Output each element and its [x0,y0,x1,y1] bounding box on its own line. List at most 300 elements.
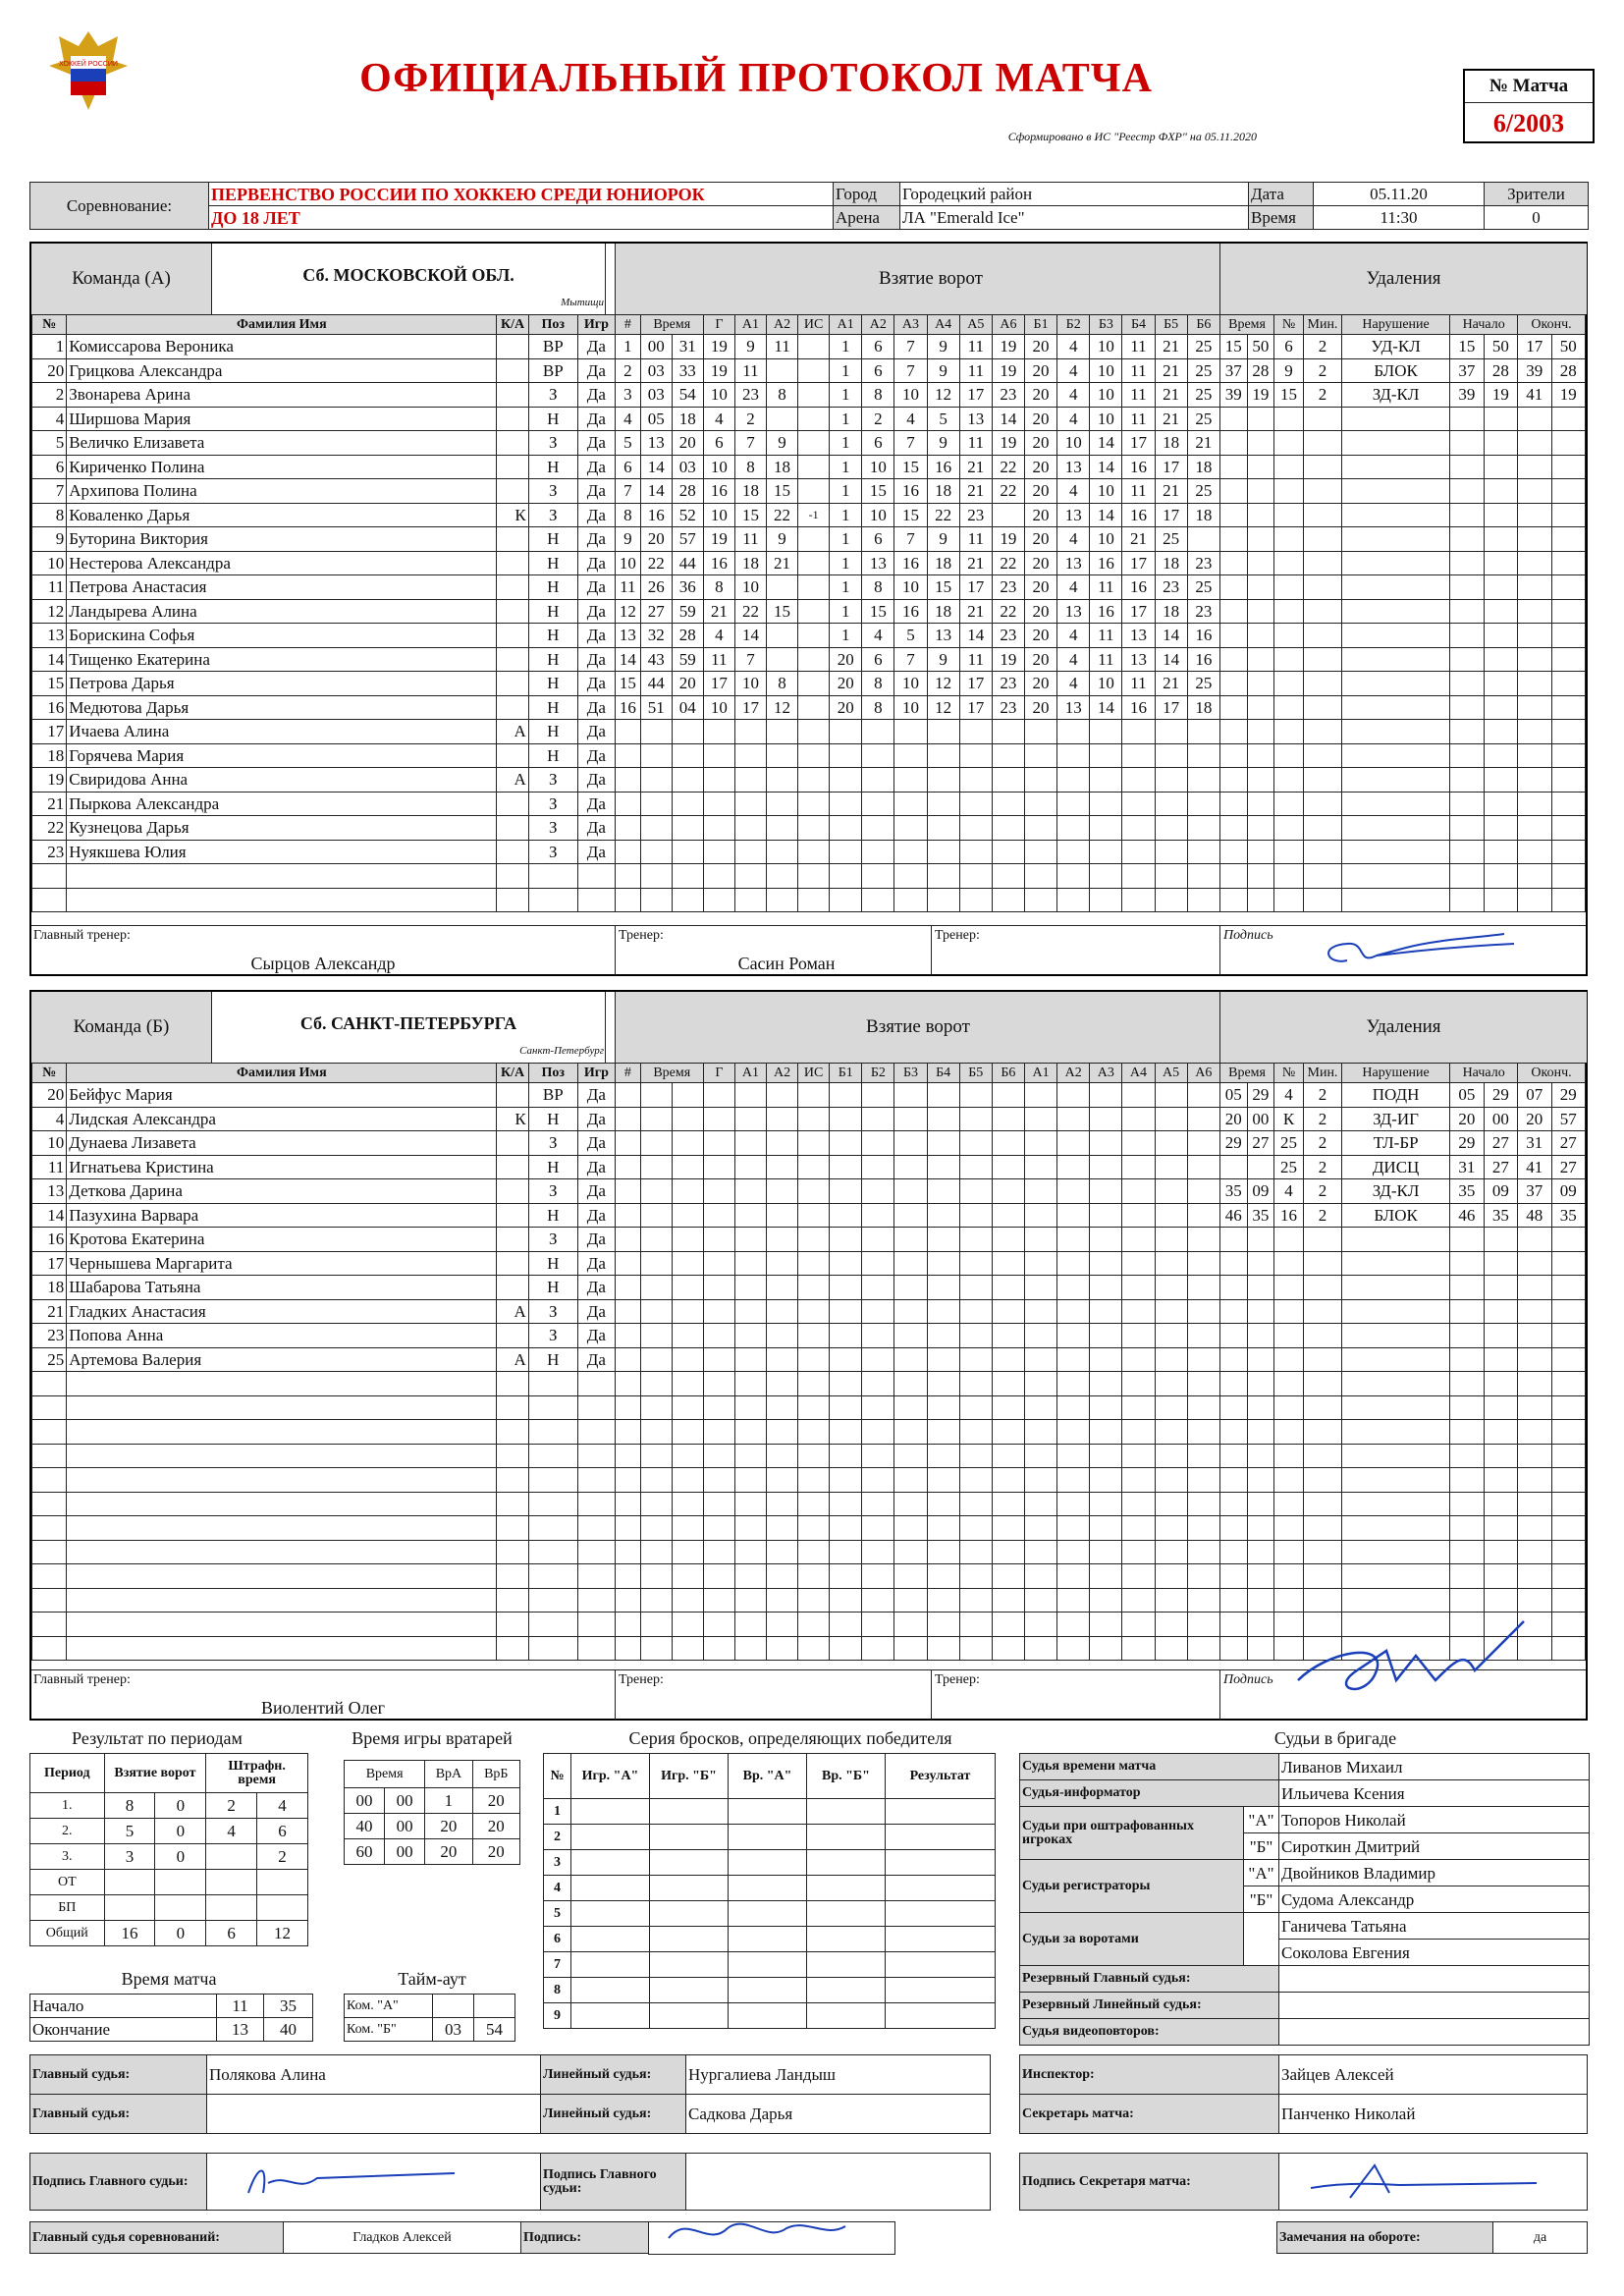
team-a-goal-cell: 19 [992,527,1024,552]
team-b-player-role [497,1444,528,1468]
team-a-goal-cell: 16 [894,551,927,575]
team-a-goal-cell: 13 [616,624,641,648]
team-a-goal-cell: 11 [1122,335,1155,359]
period-cell: 16 [104,1921,155,1946]
team-b-goal-cell [1090,1468,1122,1493]
team-a-goals-header: Время [640,315,703,335]
team-b-goal-row [616,1420,1220,1445]
team-a-goal-cell: 16 [894,479,927,504]
team-a-goal-cell: 10 [703,383,734,408]
team-a-player-role [497,624,528,648]
team-b-player-name [67,1420,497,1445]
sig-main-label-1: Подпись Главного судьи: [30,2154,207,2211]
team-b-goal-cell [1155,1444,1187,1468]
team-a-goal-cell: 23 [734,383,766,408]
team-a-goal-cell [992,840,1024,864]
team-b-player-position [528,1516,577,1541]
team-b-penalty-cell [1518,1395,1551,1420]
team-a-goal-cell: 7 [894,335,927,359]
team-b-head-coach-label: Главный тренер: [33,1672,131,1687]
team-a-player-position: З [528,383,577,408]
team-b-goals-header: А6 [1187,1064,1219,1083]
team-a-goal-cell: 19 [703,335,734,359]
team-a-penalty-cell [1341,479,1449,504]
team-b-goal-cell [766,1107,797,1131]
team-b-goal-cell [894,1324,927,1348]
team-a-player-name: Тищенко Екатерина [67,647,497,672]
team-b-goal-cell [672,1516,703,1541]
team-a-player-role [497,840,528,864]
team-a-goal-cell [959,840,992,864]
scorer-a-tag: "А" [1244,1860,1279,1886]
team-b-goal-cell [1187,1588,1219,1613]
team-b-goal-cell [959,1395,992,1420]
team-a-goal-cell [927,743,959,768]
period-cell [257,1895,308,1921]
team-a-goal-cell [766,358,797,383]
team-b-goal-cell [992,1588,1024,1613]
team-b-penalty-cell: 31 [1518,1131,1551,1156]
penbox-label: Судьи при оштрафованных игроках [1020,1807,1244,1860]
team-b-goal-cell [1090,1251,1122,1276]
team-b-goal-cell [1057,1228,1090,1252]
team-a-penalty-cell [1303,792,1341,816]
team-a-goal-cell: 10 [894,383,927,408]
team-b-goal-cell [1155,1347,1187,1372]
team-a-goal-cell: 20 [1024,624,1056,648]
team-a-goal-cell: 1 [830,503,862,527]
team-a-penalty-cell [1484,431,1517,456]
team-b-goal-cell [1155,1203,1187,1228]
team-a-player-played: Да [577,672,615,696]
team-a-player-position: ВР [528,335,577,359]
team-a-goal-cell [927,816,959,841]
team-b-goal-cell [1024,1276,1056,1300]
team-a-goal-cell [830,720,862,744]
team-b-goal-cell [1057,1179,1090,1204]
team-a-goal-cell: 6 [862,335,894,359]
team-b-goal-cell [1024,1299,1056,1324]
timeout-a-min [433,1995,474,2018]
team-a-goal-cell [959,792,992,816]
team-b-goal-cell [734,1540,766,1564]
team-a-goal-cell [1122,743,1155,768]
team-b-goal-cell [766,1155,797,1179]
team-b-penalty-row [1220,1516,1586,1541]
team-a-goal-cell [766,743,797,768]
team-a-player-number: 20 [32,358,67,383]
team-a-goal-cell [862,792,894,816]
team-b-penalty-cell [1220,1492,1248,1516]
team-b-player-role [497,1395,528,1420]
team-a-player-row [32,551,616,575]
team-a-goal-cell: 52 [672,503,703,527]
team-b-player-played: Да [577,1276,615,1300]
team-b-goal-cell [1057,1372,1090,1396]
team-a-penalty-cell [1274,527,1304,552]
team-b-penalty-cell [1551,1228,1585,1252]
period-cell: 6 [206,1921,257,1946]
team-b-goal-cell [1090,1564,1122,1589]
team-b-goal-cell [703,1540,734,1564]
team-b-goal-cell [830,1636,862,1661]
team-a-goal-cell [894,743,927,768]
team-a-goal-cell [766,407,797,431]
shootout-row [544,1850,996,1876]
team-a-goal-cell [862,840,894,864]
team-a-player-played: Да [577,743,615,768]
team-a-penalty-cell [1341,816,1449,841]
team-b-penalty-cell: ЗД-ИГ [1341,1107,1449,1131]
team-a-goal-cell: 17 [959,575,992,600]
sig-secretary [1279,2154,1588,2211]
team-b-goal-cell [992,1516,1024,1541]
team-a-goal-cell: 1 [830,358,862,383]
team-a-goal-cell [1155,720,1187,744]
team-b-goal-cell [1187,1420,1219,1445]
team-b-penalty-cell [1274,1564,1304,1589]
team-a-goal-cell: 03 [640,358,672,383]
team-b-goal-cell [616,1540,641,1564]
team-a-penalty-cell: 39 [1220,383,1248,408]
team-b-penalty-cell: 2 [1303,1179,1341,1204]
team-a-penalty-cell [1303,888,1341,912]
team-b-player-played: Да [577,1203,615,1228]
team-b-player-row [32,1516,616,1541]
team-b-player-row [32,1228,616,1252]
team-b-goal-cell [616,1444,641,1468]
team-b-player-name [67,1444,497,1468]
team-a-goal-cell: 17 [959,383,992,408]
team-b-goal-cell [927,1155,959,1179]
team-a-penalty-cell [1303,672,1341,696]
period-cell: Общий [30,1921,105,1946]
team-a-player-number: 21 [32,792,67,816]
spectators: 0 [1485,206,1589,230]
team-b-goal-cell [1090,1347,1122,1372]
team-b-player-role [497,1540,528,1564]
sig-main-1 [207,2154,541,2211]
start-label: Начало [30,1995,217,2018]
team-a-goal-cell [1155,816,1187,841]
team-a-player-name: Кузнецова Дарья [67,816,497,841]
team-b-city: Санкт-Петербург [519,1045,604,1057]
team-b-goal-cell [992,1347,1024,1372]
goalie-cell: 20 [425,1814,472,1839]
team-b-penalty-cell [1220,1588,1248,1613]
team-a-goal-cell: 5 [894,624,927,648]
team-a-penalty-cell [1247,840,1274,864]
team-a-goal-cell: 13 [1057,455,1090,479]
team-a-penalty-cell [1484,792,1517,816]
team-a-goal-row [616,455,1220,479]
team-b-goal-cell [1122,1613,1155,1637]
team-a-goal-cell: 19 [992,431,1024,456]
team-a-goal-cell: 1 [830,431,862,456]
team-a-penalty-cell [1450,479,1484,504]
team-a-goal-cell [992,768,1024,793]
team-b-goal-cell [862,1372,894,1396]
team-a-goal-cell: 13 [1122,624,1155,648]
team-b-goal-cell [1155,1492,1187,1516]
team-b-player-role [497,1372,528,1396]
team-b-goal-cell [1155,1636,1187,1661]
team-b-player-number: 25 [32,1347,67,1372]
timeout-title: Тайм-аут [398,1969,466,1989]
team-a-goal-cell: 2 [616,358,641,383]
team-b-goal-cell [798,1516,830,1541]
scorer-label: Судьи регистраторы [1020,1860,1244,1913]
team-a-penalty-cell: 50 [1551,335,1585,359]
team-b-goal-cell [616,1347,641,1372]
team-a-penalty-cell [1484,479,1517,504]
team-b-goal-cell [672,1372,703,1396]
team-a-penalty-cell [1484,672,1517,696]
team-b-goal-cell [894,1203,927,1228]
team-a-player-played: Да [577,840,615,864]
team-b-player-role [497,1131,528,1156]
team-b-goal-cell [798,1492,830,1516]
team-a-goals-header: А2 [862,315,894,335]
team-a-roster-header: Поз [528,315,577,335]
team-a-goal-cell: 11 [1090,647,1122,672]
team-a-player-name: Горячева Мария [67,743,497,768]
team-b-penalty-cell [1450,1324,1484,1348]
team-a-goal-cell [798,816,830,841]
team-b-penalty-cell [1341,1540,1449,1564]
team-a-penalty-cell [1518,864,1551,889]
team-a-penalty-cell [1220,503,1248,527]
team-b-player-played [577,1372,615,1396]
team-a-goal-cell: 25 [1187,479,1219,504]
team-a-goals-header: А5 [959,315,992,335]
team-a-goal-cell [1187,792,1219,816]
team-a-goal-cell: 33 [672,358,703,383]
team-a-goal-cell: 18 [1187,455,1219,479]
team-b-goal-cell [862,1203,894,1228]
team-a-goal-cell: 32 [640,624,672,648]
team-a-penalty-cell [1247,479,1274,504]
period-cell: 12 [257,1921,308,1946]
team-b-goal-cell [862,1299,894,1324]
team-b-goal-cell [862,1613,894,1637]
team-b-goals-header: Б6 [992,1064,1024,1083]
team-a-penalty-cell [1484,455,1517,479]
team-a-goals-header: А4 [927,315,959,335]
team-b-goal-cell [1155,1299,1187,1324]
team-a-penalty-row [1220,503,1586,527]
team-a-goal-cell [992,503,1024,527]
team-b-goal-cell [894,1155,927,1179]
periods-title: Результат по периодам [72,1728,243,1748]
team-b-penalty-row [1220,1251,1586,1276]
start-minute: 35 [264,1995,313,2018]
team-a-penalty-cell [1450,455,1484,479]
team-a-goal-cell: 16 [703,551,734,575]
team-a-penalty-cell: 15 [1450,335,1484,359]
team-b-goal-cell [1057,1613,1090,1637]
team-a-goal-cell [766,888,797,912]
team-b-goal-cell [672,1203,703,1228]
team-b-penalty-cell: ДИСЦ [1341,1155,1449,1179]
team-a-goals-title: Взятие ворот [615,244,1247,314]
team-a-penalty-cell [1450,816,1484,841]
team-a-goal-cell [1057,743,1090,768]
team-b-roster-header: Игр [577,1064,615,1083]
team-a-penalty-cell [1450,624,1484,648]
team-a-goal-cell: 19 [992,358,1024,383]
team-a-penalty-cell [1484,720,1517,744]
team-a-penalty-cell [1220,695,1248,720]
time: 11:30 [1314,206,1485,230]
team-b-penalty-cell: 29 [1220,1131,1248,1156]
team-b-penalty-cell [1220,1155,1248,1179]
team-a-goal-cell: 21 [1155,358,1187,383]
team-b-goal-cell [616,1155,641,1179]
team-b-goal-cell [1057,1420,1090,1445]
team-a-player-row [32,672,616,696]
team-a-goal-cell: 26 [640,575,672,600]
team-b-goal-cell [798,1083,830,1108]
team-b-goal-cell [1024,1636,1056,1661]
period-row [30,1819,308,1844]
shootout-row [544,2003,996,2029]
team-b-penalty-cell: 00 [1247,1107,1274,1131]
team-b-goal-cell [703,1420,734,1445]
team-a-player-position: З [528,479,577,504]
team-b-player-played [577,1492,615,1516]
team-a-goal-cell: 8 [703,575,734,600]
team-b-penalty-row [1220,1372,1586,1396]
chief-table [29,2221,649,2254]
team-b-goal-cell [992,1203,1024,1228]
team-b-penalty-cell [1220,1395,1248,1420]
team-b-goal-cell [894,1395,927,1420]
team-b-penalty-cell [1303,1588,1341,1613]
team-a-goal-cell: 20 [1024,695,1056,720]
team-b-penalty-cell [1303,1564,1341,1589]
team-b-goal-cell [672,1444,703,1468]
team-b-penalty-cell [1484,1251,1517,1276]
team-a-goal-cell [1090,792,1122,816]
team-a-goal-cell: 20 [672,431,703,456]
team-a-penalty-cell: 50 [1484,335,1517,359]
team-a-penalty-cell [1450,768,1484,793]
team-b-penalty-cell: 2 [1303,1083,1341,1108]
team-a-goal-cell [1155,888,1187,912]
team-a-signature [1308,926,1534,973]
shootout-number: 2 [544,1825,571,1850]
team-a-player-played: Да [577,695,615,720]
team-b-goal-cell [798,1588,830,1613]
team-a-player-name: Грицкова Александра [67,358,497,383]
team-a-player-role [497,743,528,768]
team-a-player-row [32,888,616,912]
team-b-goal-cell [959,1131,992,1156]
team-a-goal-cell: 13 [959,407,992,431]
team-b-player-row [32,1347,616,1372]
team-b-goal-cell [703,1155,734,1179]
team-b-label: Команда (Б) [31,992,212,1063]
team-b-player-role [497,1636,528,1661]
team-a-penalty-cell [1220,792,1248,816]
team-b-goal-cell [672,1324,703,1348]
team-b-penalty-cell [1450,1492,1484,1516]
team-a-goal-cell: 16 [927,455,959,479]
team-b-goal-cell [672,1588,703,1613]
end-minute: 40 [264,2018,313,2042]
team-a-goal-cell: 22 [992,599,1024,624]
team-a-player-played: Да [577,407,615,431]
team-a-goals-header: ИС [798,315,830,335]
team-a-penalty-cell [1341,864,1449,889]
team-a-goal-cell: 18 [927,599,959,624]
team-a-penalty-cell [1303,407,1341,431]
team-a-penalty-cell [1484,503,1517,527]
team-a-goal-cell [798,624,830,648]
team-b-goal-cell [734,1107,766,1131]
team-b-goal-cell [640,1564,672,1589]
team-b-goal-cell [798,1276,830,1300]
team-b-goal-cell [1090,1276,1122,1300]
team-a-roster-header: Фамилия Имя [67,315,497,335]
team-b-goal-cell [766,1324,797,1348]
team-b-goal-cell [927,1636,959,1661]
team-a-roster-header: Игр [577,315,615,335]
team-b-goal-cell [640,1179,672,1204]
team-a-penalty-cell [1551,816,1585,841]
team-b-goal-cell [734,1299,766,1324]
team-b-penalty-cell [1518,1324,1551,1348]
team-b-goals-title: Взятие ворот [615,992,1220,1063]
team-b-goal-cell [1057,1395,1090,1420]
team-b-goal-cell [894,1276,927,1300]
team-a-goal-cell: 14 [1090,455,1122,479]
team-b-goal-cell [1122,1492,1155,1516]
team-b-goal-cell [672,1420,703,1445]
team-b-penalty-cell [1484,1324,1517,1348]
team-a-goal-cell [927,768,959,793]
team-a-player-role [497,792,528,816]
team-b-goal-cell [672,1492,703,1516]
team-b-penalty-cell [1341,1564,1449,1589]
team-a-goal-cell [1024,864,1056,889]
team-b-goal-cell [1024,1251,1056,1276]
team-b-penalty-cell [1551,1395,1585,1420]
team-a-player-number: 16 [32,695,67,720]
team-b-player-position [528,1395,577,1420]
team-b-penalty-cell [1274,1276,1304,1300]
period-cell: 5 [104,1819,155,1844]
team-a-goal-cell [862,864,894,889]
team-a-penalty-row [1220,335,1586,359]
team-a-goal-cell [640,792,672,816]
team-a-player-played: Да [577,816,615,841]
team-a-goal-cell: 10 [1057,431,1090,456]
team-a-penalty-cell: 2 [1303,335,1341,359]
team-b-goal-cell [616,1324,641,1348]
team-b-penalty-cell: 27 [1484,1131,1517,1156]
team-b-goal-cell [1187,1251,1219,1276]
team-a-penalty-cell [1518,624,1551,648]
team-b-penalty-cell: 35 [1484,1203,1517,1228]
team-b-goal-row [616,1468,1220,1493]
match-time-table [29,1994,313,2042]
team-a-goal-cell [798,335,830,359]
team-a-goal-cell: 1 [830,383,862,408]
team-a-goal-cell [992,792,1024,816]
team-a-goal-cell: 5 [616,431,641,456]
